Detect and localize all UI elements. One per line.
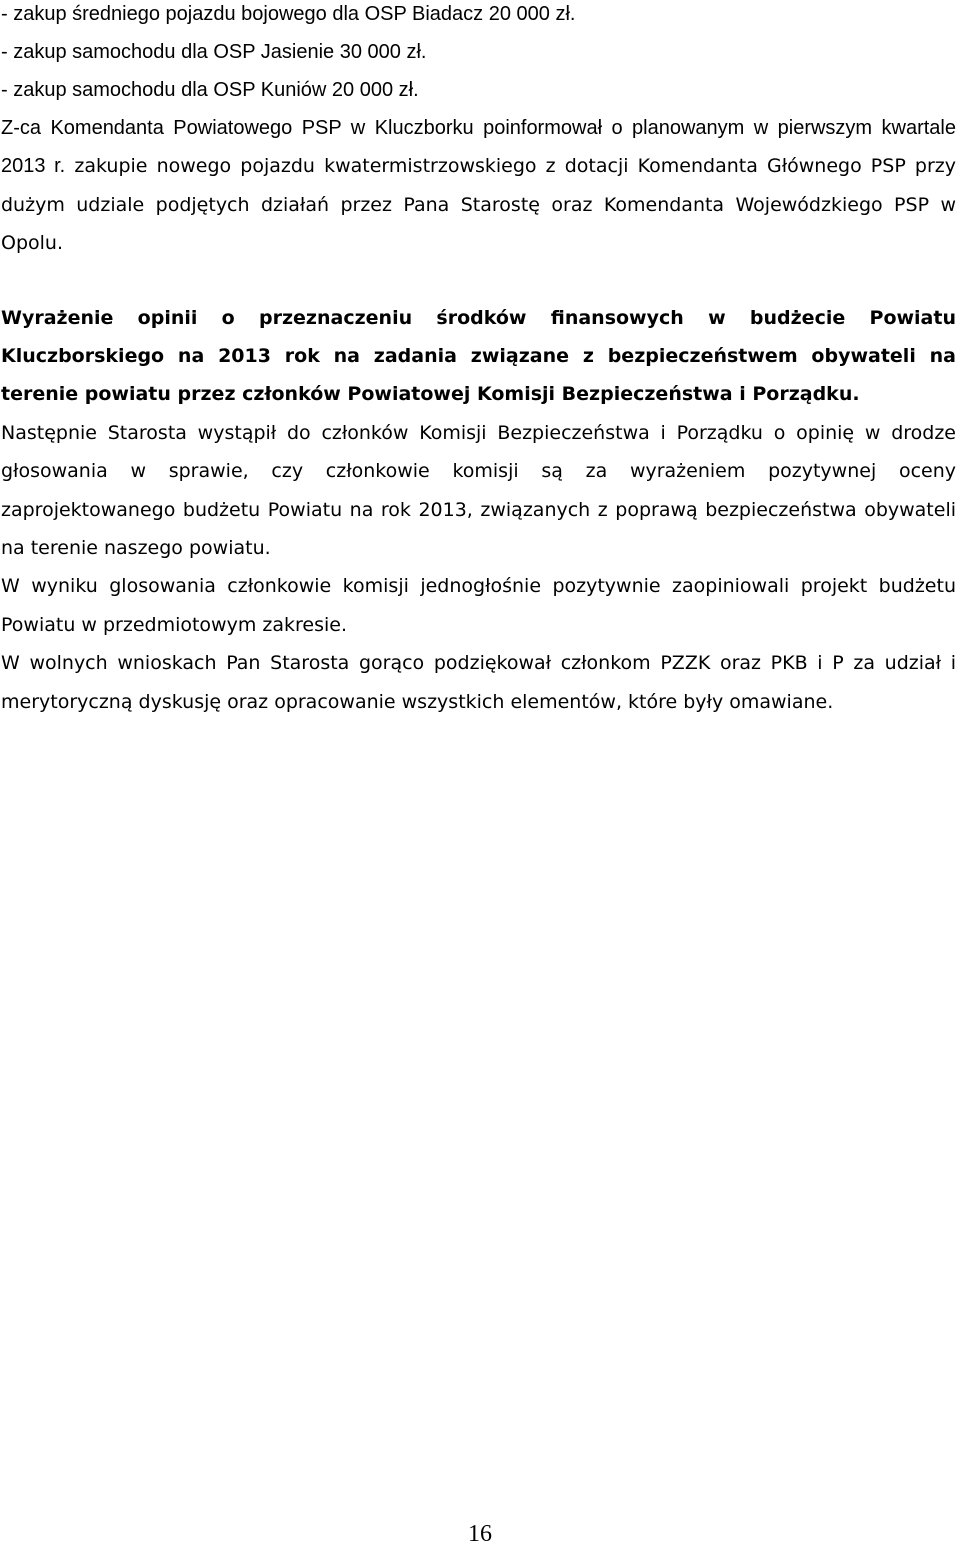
- page-number: 16: [468, 1521, 492, 1547]
- paragraph-closing-remarks: W wolnych wnioskach Pan Starosta gorąco podziękował członkom PZZK oraz PKB i P za udział i merytoryczną dyskusję oraz opracowanie wszystkich elementów, które były omawiane.: [1, 652, 956, 713]
- paragraph-vehicle-purchase-start: Z-ca Komendanta Powiatowego PSP w Kluczborku poinformował o planowanym w pierwszym kwartale 2013 r.: [1, 117, 956, 178]
- document-body: [1, 0, 956, 721]
- paragraph-vote-result: W wyniku glosowania członkowie komisji jednogłośnie pozytywnie zaopiniowali projekt budżetu Powiatu w przedmiotowym zakresie.: [1, 575, 956, 636]
- paragraph-vehicle-purchase-end: zakupie nowego pojazdu kwatermistrzowskiego z dotacji Komendanta Głównego PSP przy dużym udziale podjętych działań przez Pana Starostę oraz Komendanta Wojewódzkiego PSP w Opolu.: [1, 155, 956, 255]
- list-item: - zakup średniego pojazdu bojowego dla OSP Biadacz 20 000 zł.: [1, 3, 576, 25]
- list-item: - zakup samochodu dla OSP Jasienie 30 000 zł.: [1, 41, 427, 63]
- list-item: - zakup samochodu dla OSP Kuniów 20 000 zł.: [1, 79, 419, 101]
- paragraph-vehicle-purchase: [1, 109, 956, 263]
- section-heading: Wyrażenie opinii o przeznaczeniu środków finansowych w budżecie Powiatu Kluczborskiego na 2013 rok na zadania związane z bezpieczeństwem obywateli na terenie powiatu przez członków Powiatowej Komisji Bezpieczeństwa i Porządku.: [1, 306, 956, 406]
- paragraph-vote-request: Następnie Starosta wystąpił do członków Komisji Bezpieczeństwa i Porządku o opinię w drodze głosowania w sprawie, czy członkowie komisji są za wyrażeniem pozytywnej oceny zaprojektowanego budżetu Powiatu na rok 2013, związanych z poprawą bezpieczeństwa obywateli na terenie naszego powiatu.: [1, 421, 956, 560]
